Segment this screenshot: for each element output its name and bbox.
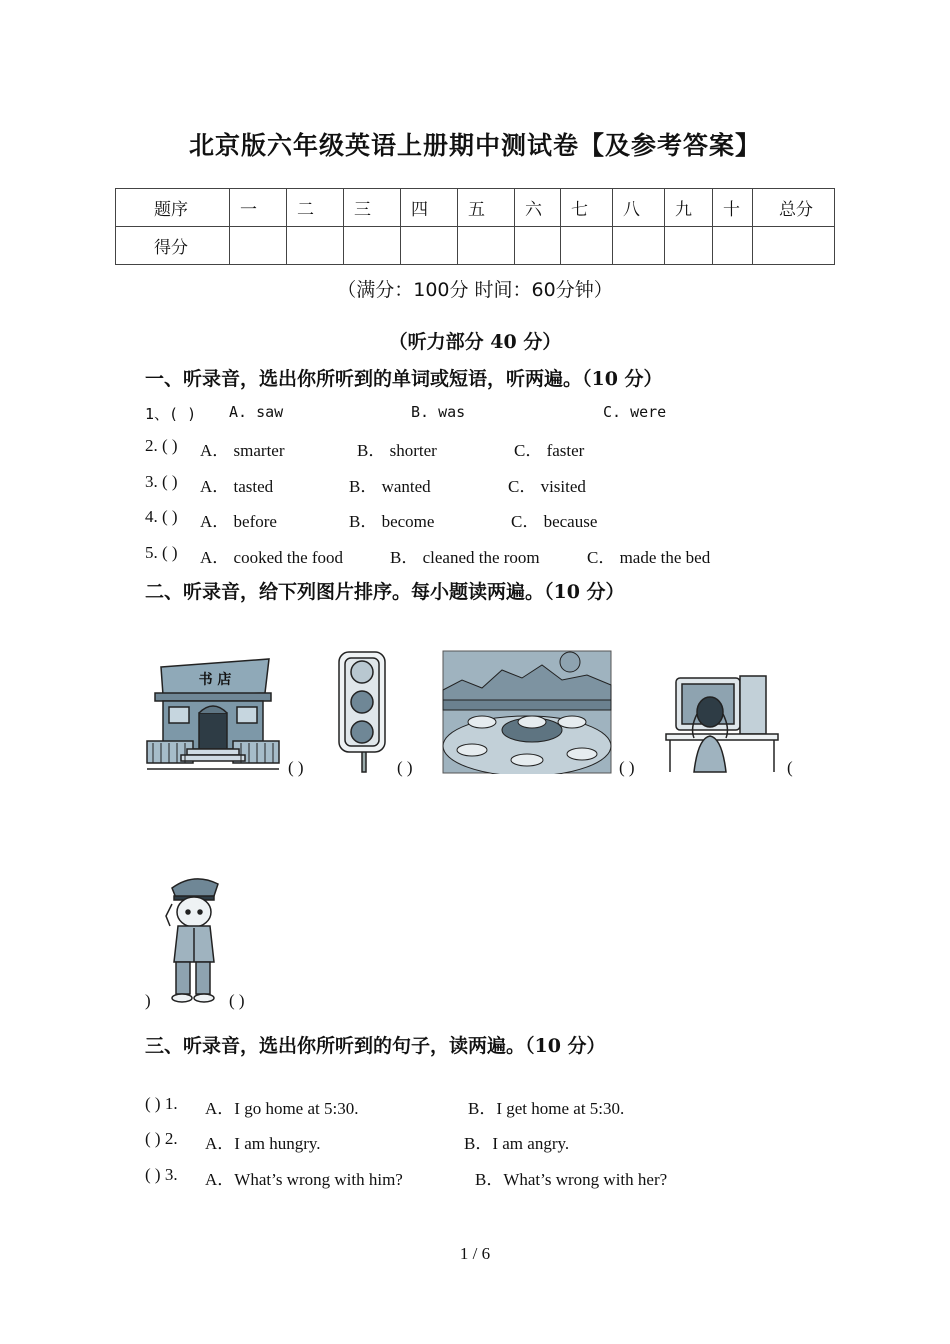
option-b[interactable]: B． wanted xyxy=(349,477,431,496)
question-number[interactable]: ( ) 2. xyxy=(145,1129,178,1148)
score-input-cell[interactable] xyxy=(753,227,835,265)
option-c[interactable]: C． because xyxy=(511,512,598,531)
food-picture xyxy=(442,650,612,774)
question-number[interactable]: ( ) 1. xyxy=(145,1094,178,1113)
answer-blank-close[interactable]: ) xyxy=(145,991,151,1010)
option-a[interactable]: A．I go home at 5:30. xyxy=(205,1099,359,1118)
table-cell: 总分 xyxy=(753,189,835,227)
option-c[interactable]: C． made the bed xyxy=(587,548,711,567)
question-number[interactable]: 3. ( ) xyxy=(145,472,178,491)
table-cell: 四 xyxy=(401,189,458,227)
section-2-heading: 二、听录音，给下列图片排序。每小题读两遍。（10 分） xyxy=(145,581,625,603)
option-a[interactable]: A． before xyxy=(200,512,277,531)
score-input-cell[interactable] xyxy=(613,227,665,265)
score-input-cell[interactable] xyxy=(561,227,613,265)
option-c[interactable]: C． visited xyxy=(508,477,586,496)
score-table-score-row xyxy=(116,227,835,265)
answer-blank[interactable]: ( ) xyxy=(397,758,413,777)
table-cell: 一 xyxy=(230,189,287,227)
table-cell: 五 xyxy=(458,189,515,227)
option-b[interactable]: B． cleaned the room xyxy=(390,548,540,567)
question-number[interactable]: 1、( ) xyxy=(145,405,197,423)
table-cell: 得分 xyxy=(116,227,230,265)
answer-blank[interactable]: ( xyxy=(787,758,793,777)
table-cell: 题序 xyxy=(116,189,230,227)
score-input-cell[interactable] xyxy=(401,227,458,265)
table-cell: 十 xyxy=(713,189,753,227)
option-b[interactable]: B. was xyxy=(411,403,466,421)
policeman-picture xyxy=(160,874,226,1004)
score-input-cell[interactable] xyxy=(458,227,515,265)
question-number[interactable]: 4. ( ) xyxy=(145,507,178,526)
score-input-cell[interactable] xyxy=(515,227,561,265)
option-b[interactable]: B． shorter xyxy=(357,441,437,460)
option-c[interactable]: C. were xyxy=(603,403,667,421)
question-number[interactable]: 5. ( ) xyxy=(145,543,178,562)
score-input-cell[interactable] xyxy=(230,227,287,265)
page-number: 1 / 6 xyxy=(459,1244,491,1263)
score-input-cell[interactable] xyxy=(287,227,344,265)
option-b[interactable]: B．I am angry. xyxy=(464,1134,570,1153)
score-table-header-row xyxy=(116,189,835,227)
bookstore-picture xyxy=(145,655,281,773)
option-a[interactable]: A． cooked the food xyxy=(200,548,344,567)
option-a[interactable]: A. saw xyxy=(229,403,284,421)
option-b[interactable]: B．I get home at 5:30. xyxy=(468,1099,625,1118)
option-b[interactable]: B．What’s wrong with her? xyxy=(475,1170,668,1189)
bookstore-sign: 书 店 xyxy=(198,672,232,688)
question-number[interactable]: ( ) 3. xyxy=(145,1165,178,1184)
page-title: 北京版六年级英语上册期中测试卷【及参考答案】 xyxy=(188,131,761,160)
option-a[interactable]: A．I am hungry. xyxy=(205,1134,321,1153)
table-cell: 三 xyxy=(344,189,401,227)
question-number[interactable]: 2. ( ) xyxy=(145,436,178,455)
table-cell: 九 xyxy=(665,189,713,227)
score-input-cell[interactable] xyxy=(713,227,753,265)
table-cell: 七 xyxy=(561,189,613,227)
option-a[interactable]: A． tasted xyxy=(200,477,274,496)
answer-blank[interactable]: ( ) xyxy=(619,758,635,777)
table-cell: 八 xyxy=(613,189,665,227)
option-b[interactable]: B． become xyxy=(349,512,435,531)
score-table xyxy=(115,188,835,265)
table-cell: 二 xyxy=(287,189,344,227)
answer-blank[interactable]: ( ) xyxy=(288,758,304,777)
table-cell: 六 xyxy=(515,189,561,227)
option-c[interactable]: C． faster xyxy=(514,441,585,460)
score-input-cell[interactable] xyxy=(344,227,401,265)
option-a[interactable]: A．What’s wrong with him? xyxy=(205,1170,403,1189)
section-1-heading: 一、听录音，选出你所听到的单词或短语，听两遍。（10 分） xyxy=(145,368,663,390)
option-a[interactable]: A． smarter xyxy=(200,441,285,460)
listening-header: （听力部分 40 分） xyxy=(388,331,562,353)
traffic-light-picture xyxy=(334,650,390,774)
score-input-cell[interactable] xyxy=(665,227,713,265)
answer-blank[interactable]: ( ) xyxy=(229,991,245,1010)
computer-picture xyxy=(664,672,780,774)
exam-meta: （满分：100分 时间：60分钟） xyxy=(337,279,613,301)
section-3-heading: 三、听录音，选出你所听到的句子，读两遍。（10 分） xyxy=(145,1035,606,1057)
